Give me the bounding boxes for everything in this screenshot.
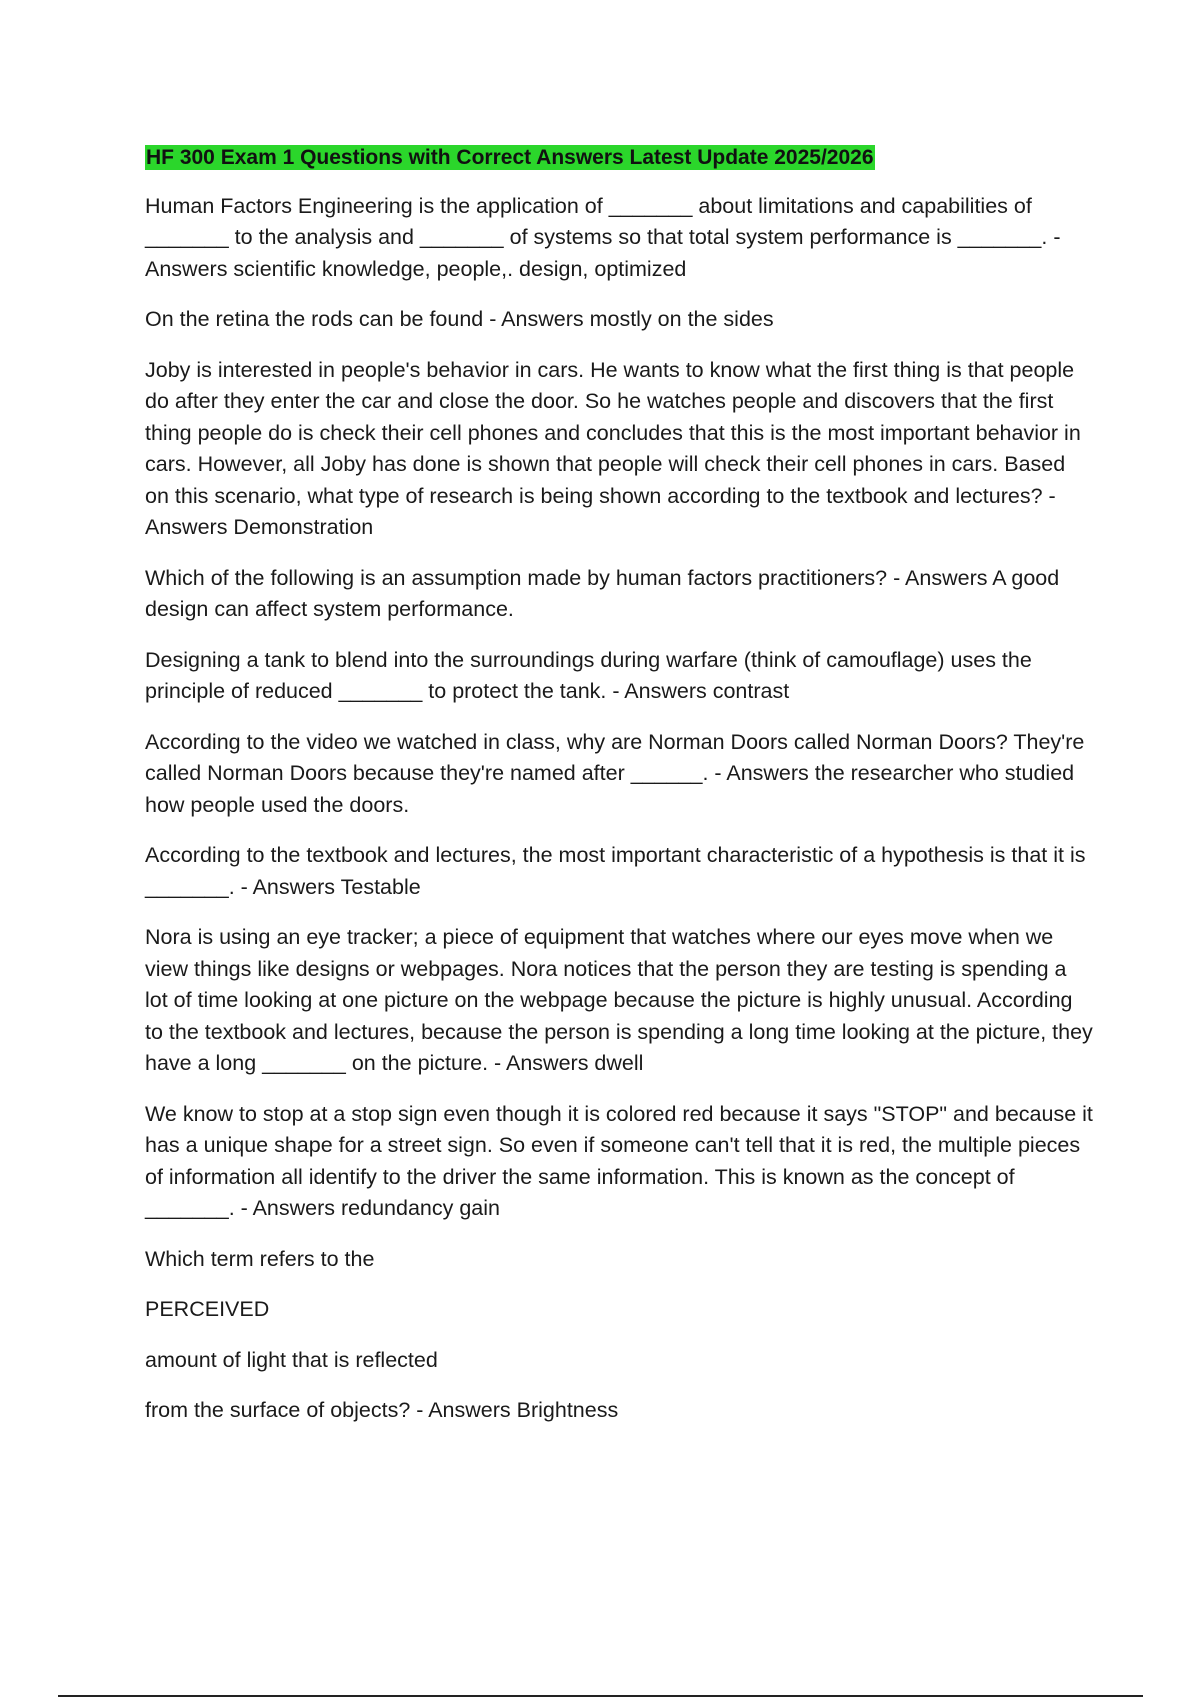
- document-body: [145, 142, 1095, 1446]
- paragraph-brightness-line-1: Which term refers to the: [145, 1246, 375, 1271]
- paragraph-brightness-line-2: PERCEIVED: [145, 1297, 270, 1321]
- paragraph-norman-doors: According to the video we watched in class, why are Norman Doors called Norman Doors? They're called Norman Doors because they're named after ______. - Answers the researcher who studied how people used the doors.: [145, 729, 1085, 817]
- paragraph-hypothesis: According to the textbook and lectures, the most important characteristic of a hypothesis is that it is _______. - Answers Testable: [145, 843, 1086, 899]
- paragraph-brightness-line-3: amount of light that is reflected: [145, 1347, 438, 1372]
- footer-divider: [58, 1695, 1143, 1697]
- paragraph-assumption: Which of the following is an assumption made by human factors practitioners? - Answers A good design can affect system performance.: [145, 565, 1060, 621]
- paragraph-hfe-definition: Human Factors Engineering is the application of _______ about limitations and capabilities of _______ to the analysis and _______ of systems so that total system performance is _______. - Answers scientific knowledge, people,. design, optimized: [145, 193, 1061, 281]
- paragraph-tank-contrast: Designing a tank to blend into the surroundings during warfare (think of camouflage) uses the principle of reduced _______ to protect the tank. - Answers contrast: [145, 647, 1032, 703]
- paragraph-redundancy-gain: We know to stop at a stop sign even though it is colored red because it says "STOP" and because it has a unique shape for a street sign. So even if someone can't tell that it is red, the multiple pieces of information all identify to the driver the same information. This is known as the concept of _______. - Answers redundancy gain: [145, 1101, 1093, 1220]
- title-line: [145, 142, 1095, 174]
- paragraph-joby-research: Joby is interested in people's behavior in cars. He wants to know what the first thing is that people do after they enter the car and close the door. So he watches people and discovers that the first thing people do is check their cell phones and concludes that this is the most important behavior in cars. However, all Joby has done is shown that people will check their cell phones in cars. Based on this scenario, what type of research is being shown according to the textbook and lectures? - Answers Demonstration: [145, 357, 1081, 539]
- paragraph-retina-rods: On the retina the rods can be found - Answers mostly on the sides: [145, 307, 774, 331]
- paragraph-brightness-line-4: from the surface of objects? - Answers Brightness: [145, 1398, 619, 1422]
- document-title: HF 300 Exam 1 Questions with Correct Answers Latest Update 2025/2026: [146, 146, 874, 169]
- paragraph-eye-tracker: Nora is using an eye tracker; a piece of equipment that watches where our eyes move when we view things like designs or webpages. Nora notices that the person they are testing is spending a lot of time looking at one picture on the webpage because the picture is highly unusual. According to the textbook and lectures, because the person is spending a long time looking at the picture, they have a long _______ on the picture. - Answers dwell: [145, 925, 1093, 1075]
